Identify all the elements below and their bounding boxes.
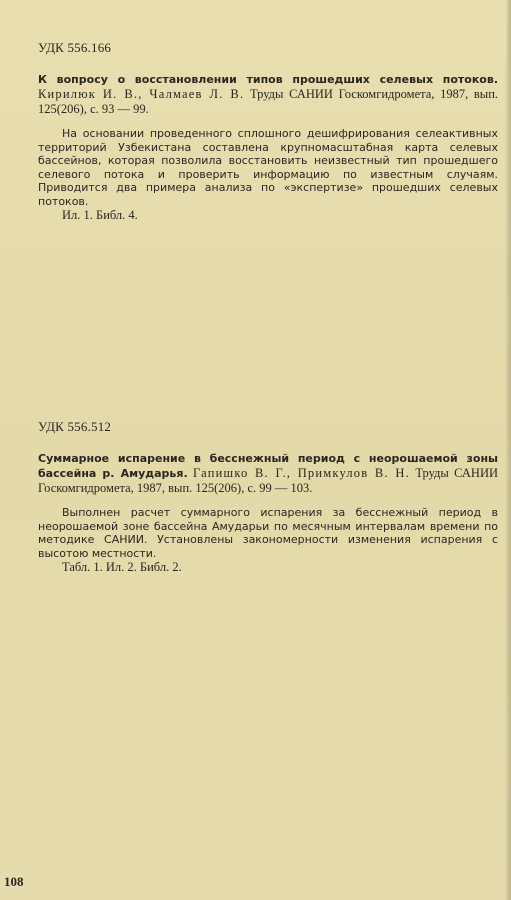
article-title: К вопросу о восстановлении типов прошедших селевых потоков. bbox=[38, 73, 498, 86]
abstract-text: Выполнен расчет суммарного испарения за бесснежный период в неорошаемой зоне бассейна Амударьи по месячным интервалам времени по методике САНИИ. Установлены закономерности изменения испарения с высотою местности. bbox=[38, 506, 498, 560]
article-title: Суммарное испарение в бесснежный период с неорошаемой зоны бассейна р. Амударья. bbox=[38, 452, 498, 480]
article-refs: Ил. 1. Библ. 4. bbox=[62, 208, 138, 222]
article-authors: Гапишко В. Г., Примкулов В. Н. bbox=[193, 466, 410, 480]
abstract-entry-1 bbox=[38, 40, 498, 223]
citation bbox=[38, 451, 498, 496]
abstract-text: На основании проведенного сплошного дешифрирования селеактивных территорий Узбекистана составлена крупномасштабная карта селевых бассейнов, которая позволила восстановить неизвестный тип прошедшего селевого потока и проверить информацию по известным случаям. Приводится два примера анализа по «экспертизе» прошедших селевых потоков. bbox=[38, 127, 498, 208]
abstract-entry-2 bbox=[38, 419, 498, 575]
article-authors: Кирилюк И. В., Чалмаев Л. В. bbox=[38, 87, 245, 101]
udk-code: УДК 556.512 bbox=[38, 419, 112, 434]
citation bbox=[38, 72, 498, 117]
page-number: 108 bbox=[4, 874, 24, 889]
article-source: Труды САНИИ Госкомгидромета, 1987, вып. 125(206), с. 99 — 103. bbox=[38, 466, 499, 495]
udk-code: УДК 556.166 bbox=[38, 40, 112, 55]
page-edge-shadow bbox=[505, 0, 511, 900]
article-source: Труды САНИИ Госкомгидромета, 1987, вып. 125(206), с. 93 — 99. bbox=[38, 87, 499, 116]
article-refs: Табл. 1. Ил. 2. Библ. 2. bbox=[62, 560, 182, 574]
